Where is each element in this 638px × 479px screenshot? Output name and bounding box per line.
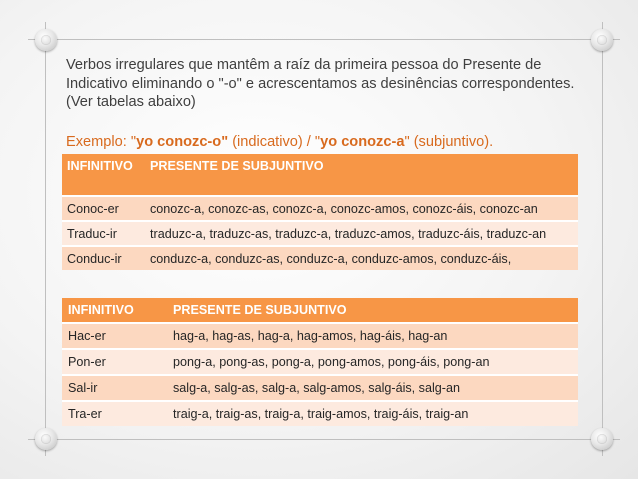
- table-row: [62, 349, 578, 375]
- table-row: [62, 196, 578, 221]
- header-subjunctive: PRESENTE DE SUBJUNTIVO: [145, 154, 578, 196]
- row-forms: salg-a, salg-as, salg-a, salg-amos, salg-áis, salg-an: [167, 375, 578, 401]
- row-infinitive: Pon-er: [62, 349, 167, 375]
- example-prefix: Exemplo: ": [66, 134, 137, 150]
- example-suffix: " (subjuntivo).: [404, 134, 494, 150]
- pin-top-right-icon: [591, 29, 613, 51]
- pin-bottom-left-icon: [35, 428, 57, 450]
- header-infinitive: INFINITIVO: [62, 298, 167, 323]
- table-row: [62, 221, 578, 246]
- row-forms: traduzc-a, traduzc-as, traduzc-a, traduzc-amos, traduzc-áis, traduzc-an: [145, 221, 578, 246]
- header-infinitive: INFINITIVO: [62, 154, 145, 196]
- frame-line-left: [45, 22, 46, 456]
- example-line: [66, 133, 586, 151]
- conjugation-table-2: [62, 298, 578, 426]
- row-infinitive: Sal-ir: [62, 375, 167, 401]
- header-subjunctive: PRESENTE DE SUBJUNTIVO: [167, 298, 578, 323]
- conjugation-table-1: [62, 154, 578, 270]
- intro-text: Verbos irregulares que mantêm a raíz da primeira pessoa do Presente de Indicativo eliminando o "-o" e acrescentamos as desinências correspondentes.(Ver tabelas abaixo): [66, 57, 575, 110]
- pin-bottom-right-icon: [591, 428, 613, 450]
- row-forms: hag-a, hag-as, hag-a, hag-amos, hag-áis, hag-an: [167, 323, 578, 349]
- example-subjunctive: yo conozc-a: [320, 134, 405, 150]
- table-header-row: [62, 154, 578, 196]
- frame-line-bottom: [28, 439, 620, 440]
- row-infinitive: Traduc-ir: [62, 221, 145, 246]
- pin-top-left-icon: [35, 29, 57, 51]
- row-infinitive: Tra-er: [62, 401, 167, 426]
- row-forms: conduzc-a, conduzc-as, conduzc-a, conduzc-amos, conduzc-áis,: [145, 246, 578, 270]
- row-infinitive: Conduc-ir: [62, 246, 145, 270]
- table-row: [62, 401, 578, 426]
- row-forms: traig-a, traig-as, traig-a, traig-amos, traig-áis, traig-an: [167, 401, 578, 426]
- table-row: [62, 246, 578, 270]
- table-row: [62, 323, 578, 349]
- example-indicative: yo conozc-o": [136, 134, 229, 150]
- table-row: [62, 375, 578, 401]
- table-header-row: [62, 298, 578, 323]
- frame-line-right: [602, 22, 603, 456]
- frame-line-top: [28, 39, 620, 40]
- example-middle: (indicativo) / ": [228, 134, 321, 150]
- conjugation-table-1-container: [62, 154, 578, 299]
- row-forms: pong-a, pong-as, pong-a, pong-amos, pong-áis, pong-an: [167, 349, 578, 375]
- row-infinitive: Conoc-er: [62, 196, 145, 221]
- row-infinitive: Hac-er: [62, 323, 167, 349]
- row-forms: conozc-a, conozc-as, conozc-a, conozc-amos, conozc-áis, conozc-an: [145, 196, 578, 221]
